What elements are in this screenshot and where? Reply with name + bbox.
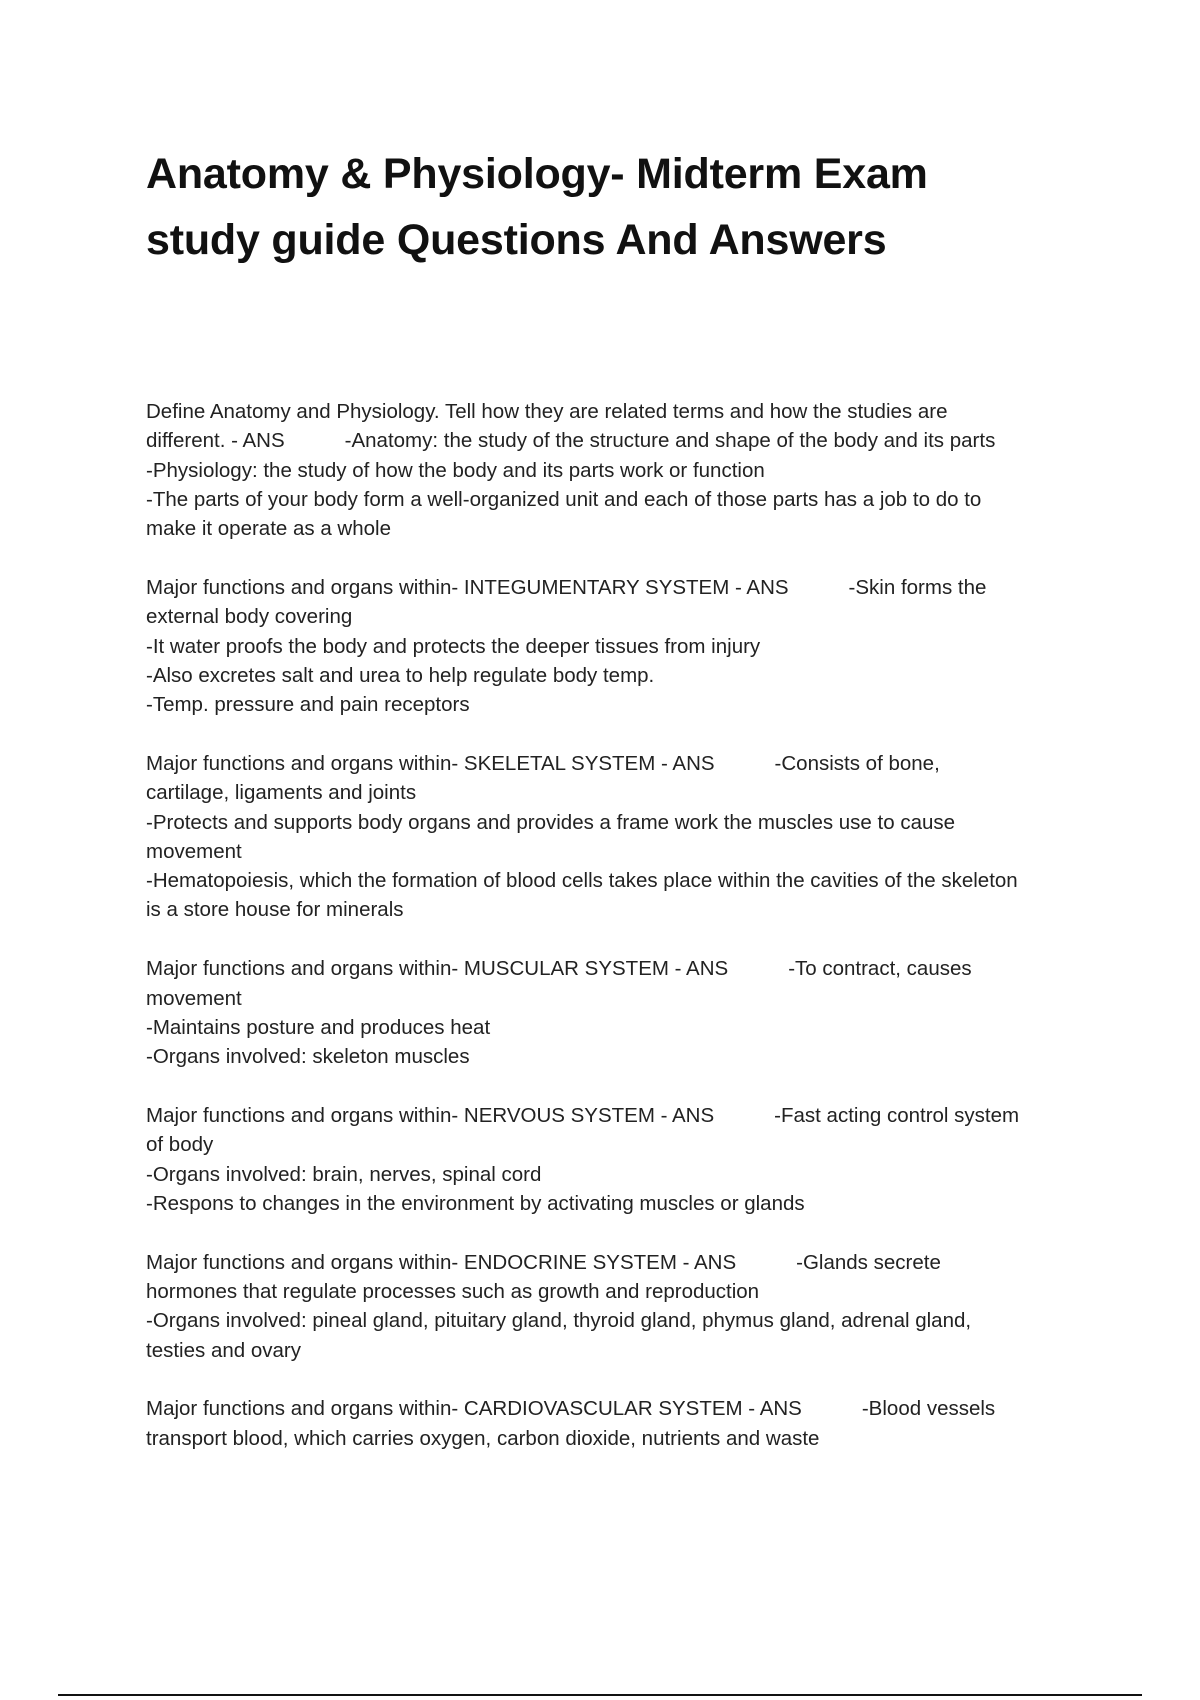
qa-skeletal-system: [146, 749, 1106, 925]
answer-text: movement: [146, 986, 242, 1010]
answer-text: -Hematopoiesis, which the formation of blood cells takes place within the cavities of the skeleton: [146, 869, 1018, 893]
question-text: Major functions and organs within- NERVOUS SYSTEM - ANS: [146, 1103, 715, 1127]
answer-text: -Anatomy: the study of the structure and shape of the body and its parts: [344, 429, 996, 453]
answer-text: -Maintains posture and produces heat: [146, 1015, 491, 1039]
question-text: Major functions and organs within- SKELETAL SYSTEM - ANS: [146, 751, 715, 775]
question-answer-line: [146, 573, 1106, 602]
answer-text: is a store house for minerals: [146, 898, 404, 922]
answer-text: make it operate as a whole: [146, 517, 391, 541]
answer-text: transport blood, which carries oxygen, carbon dioxide, nutrients and waste: [146, 1426, 820, 1450]
answer-text: movement: [146, 839, 242, 863]
title-line: study guide Questions And Answers: [146, 216, 887, 264]
answer-text: -Protects and supports body organs and provides a frame work the muscles use to cause: [146, 810, 956, 834]
qa-integumentary-system: [146, 573, 1106, 719]
answer-text: -Also excretes salt and urea to help regulate body temp.: [146, 663, 655, 687]
question-answer-line: [146, 1101, 1106, 1130]
question-text: Major functions and organs within- CARDIOVASCULAR SYSTEM - ANS: [146, 1397, 802, 1421]
qa-muscular-system: [146, 954, 1106, 1071]
question-answer-line: [146, 1394, 1106, 1423]
question-answer-line: [146, 1248, 1106, 1277]
answer-text: -Consists of bone,: [774, 751, 940, 775]
question-answer-line: [146, 749, 1106, 778]
question-text: Define Anatomy and Physiology. Tell how they are related terms and how the studies are: [146, 400, 948, 423]
answer-text: -The parts of your body form a well-organized unit and each of those parts has a job to do to: [146, 487, 982, 511]
answer-text: -To contract, causes: [788, 957, 972, 981]
answer-text: testies and ovary: [146, 1338, 301, 1362]
answer-text: of body: [146, 1133, 214, 1157]
answer-text: -Skin forms the: [848, 575, 987, 599]
question-answer-line: [146, 426, 1106, 455]
answer-text: -Organs involved: brain, nerves, spinal cord: [146, 1162, 542, 1186]
answer-text: -Organs involved: pineal gland, pituitary gland, thyroid gland, phymus gland, adrenal gland,: [146, 1309, 972, 1333]
bottom-rule: [58, 1694, 1142, 1696]
answer-text: external body covering: [146, 605, 353, 629]
answer-text: -Glands secrete: [796, 1250, 941, 1274]
question-text: Major functions and organs within- INTEGUMENTARY SYSTEM - ANS: [146, 575, 789, 599]
question-text: different. - ANS: [146, 429, 285, 453]
question-text: Major functions and organs within- ENDOCRINE SYSTEM - ANS: [146, 1250, 737, 1274]
answer-text: -Organs involved: skeleton muscles: [146, 1045, 470, 1069]
qa-anatomy-physiology: [146, 397, 1106, 543]
answer-text: hormones that regulate processes such as growth and reproduction: [146, 1279, 760, 1303]
answer-text: -Respons to changes in the environment by activating muscles or glands: [146, 1191, 805, 1215]
qa-endocrine-system: [146, 1248, 1106, 1365]
qa-cardiovascular-system: [146, 1394, 1106, 1453]
question-answer-line: [146, 954, 1106, 983]
answer-text: -Blood vessels: [861, 1397, 996, 1421]
answer-text: -Physiology: the study of how the body and its parts work or function: [146, 458, 765, 482]
answer-text: cartilage, ligaments and joints: [146, 781, 417, 805]
answer-text: -Fast acting control system: [774, 1103, 1020, 1127]
document-title: [146, 141, 1046, 273]
qa-nervous-system: [146, 1101, 1106, 1218]
title-line: Anatomy & Physiology- Midterm Exam: [146, 150, 928, 198]
question-text: Major functions and organs within- MUSCULAR SYSTEM - ANS: [146, 957, 729, 981]
answer-text: -It water proofs the body and protects the deeper tissues from injury: [146, 634, 761, 658]
questions-and-answers: [146, 397, 1106, 1482]
answer-text: -Temp. pressure and pain receptors: [146, 693, 470, 717]
